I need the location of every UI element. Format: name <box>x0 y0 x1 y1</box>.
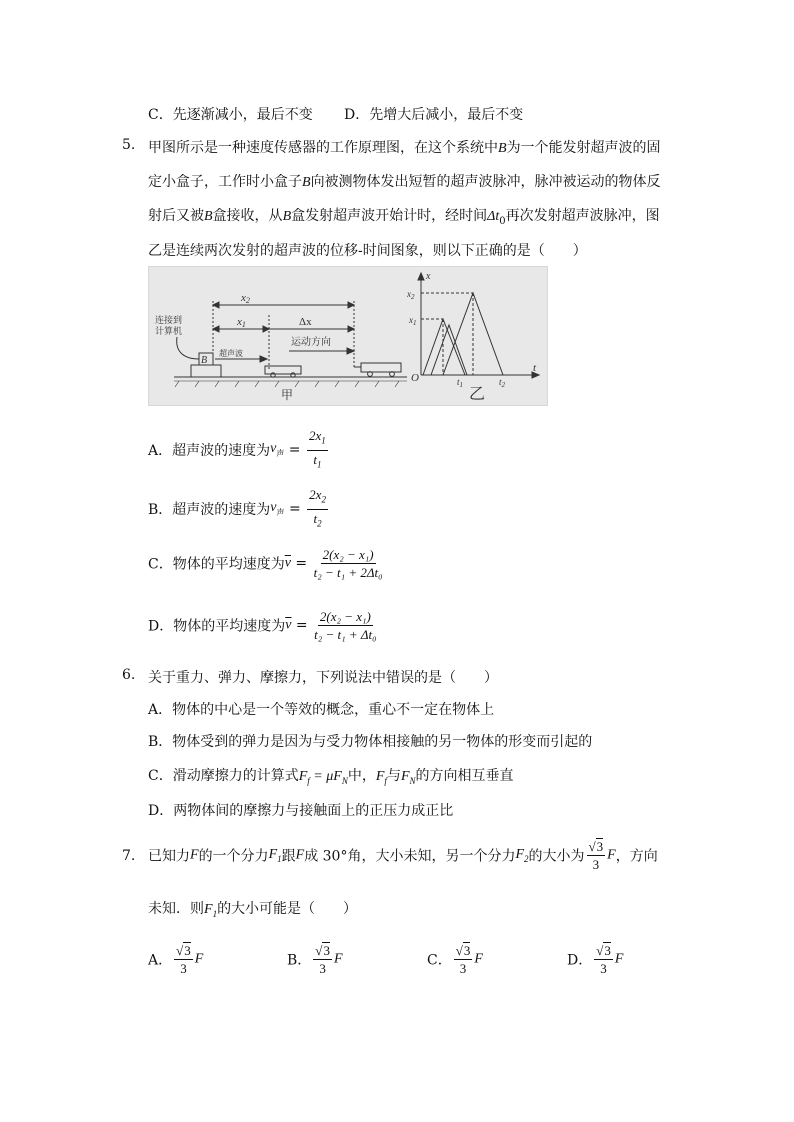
q5-number: 5. <box>122 137 136 153</box>
q7-stem-line1: 已知力F的一个分力$F_1$跟F成 30°角，大小未知，另一个分力$F_2$的大小为 $\frac{√3}{3}$ F，方向 <box>148 839 658 872</box>
q4-option-d: D．先增大后减小，最后不变 <box>344 107 524 123</box>
q7-stem-line2: 未知．则$F_1$的大小可能是（ ） <box>148 901 358 919</box>
q6-option-c: C．滑动摩擦力的计算式$F_f = \mu F_N$中，$F_f$与$F_N$的方向相互垂直 <box>148 768 514 786</box>
label-jia: 甲 <box>281 388 294 402</box>
direction-label: 运动方向 <box>291 337 331 348</box>
q7-option-a: A． $\frac{√3}{3}$ F <box>148 943 204 976</box>
axis-x2-tick: $x_2$ <box>407 289 415 301</box>
q7-number: 7. <box>122 848 136 864</box>
t1-tick: $t_1$ <box>457 377 464 389</box>
q5-option-a: A．超声波的速度为$v_声$ = $\frac{2x_1}{t_1}$ <box>148 428 326 470</box>
label-yi: 乙 <box>469 384 486 403</box>
q5-option-b: B．超声波的速度为$v_声$ = $\frac{2x_2}{t_2}$ <box>148 487 326 529</box>
q5-figure <box>148 266 548 406</box>
computer-label-2: 计算机 <box>155 327 183 337</box>
axis-x1-tick: $x_1$ <box>409 315 417 327</box>
q5-line3: 射后又被B盒接收，从B盒发射超声波开始计时，经时间$\Delta t_0$再次发射超声波脉冲，图 <box>148 208 660 227</box>
sensor-diagram <box>149 267 547 405</box>
q4-option-c: C．先逐渐减小，最后不变 <box>148 107 313 123</box>
x2-label: x2 <box>241 292 250 305</box>
axis-x-label: x <box>426 271 431 282</box>
q7-option-c: C． $\frac{√3}{3}$ F <box>427 943 483 976</box>
q5-line2: 定小盒子，工作时小盒子B向被测物体发出短暂的超声波脉冲，脉冲被运动的物体反 <box>148 174 661 190</box>
q5-option-c: C．物体的平均速度为$\overline{v}$ = $\frac{\text{2(x₂ − x₁)}}{\text{t₂ − t₁ + 2Δt₀}}$ <box>148 547 383 580</box>
t2-tick: $t_2$ <box>499 377 506 389</box>
q5-line4: 乙是连续两次发射的超声波的位移-时间图象，则以下正确的是（ ） <box>148 243 587 259</box>
box-b-label: B <box>201 355 208 366</box>
q6-option-d: D．两物体间的摩擦力与接触面上的正压力成正比 <box>148 803 454 819</box>
q5-line1: 甲图所示是一种速度传感器的工作原理图，在这个系统中B为一个能发射超声波的固 <box>148 140 661 156</box>
q6-number: 6. <box>122 667 136 683</box>
axis-t-label: t <box>533 362 537 374</box>
q6-option-a: A．物体的中心是一个等效的概念，重心不一定在物体上 <box>148 702 495 718</box>
q6-option-b: B．物体受到的弹力是因为与受力物体相接触的另一物体的形变而引起的 <box>148 734 593 750</box>
q5-option-d: D．物体的平均速度为$\overline{v}$ = $\frac{\text{2(x₂ − x₁)}}{\text{t₂ − t₁ + Δt₀}}$ <box>148 609 377 642</box>
q6-stem: 关于重力、弹力、摩擦力，下列说法中错误的是（ ） <box>148 670 498 686</box>
q7-option-b: B． $\frac{√3}{3}$ F <box>287 943 343 976</box>
q7-option-d: D． $\frac{√3}{3}$ F <box>567 943 624 976</box>
origin-label: O <box>411 372 419 384</box>
computer-label: 连接到 <box>155 316 183 326</box>
wave-label: 超声波 <box>219 349 243 358</box>
x1-label: x1 <box>237 316 246 329</box>
dx-label: Δx <box>299 316 312 328</box>
